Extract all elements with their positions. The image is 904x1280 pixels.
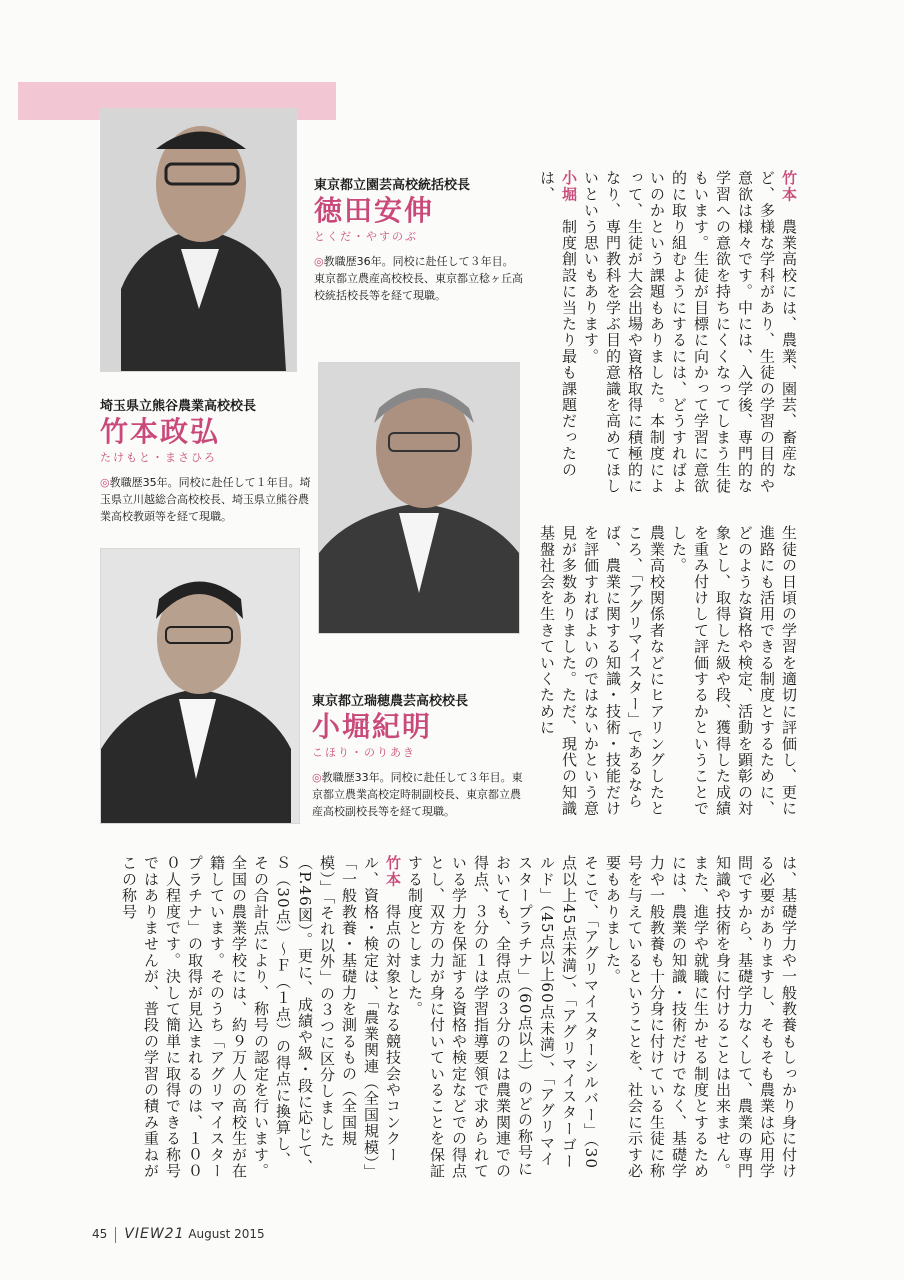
portrait-photo-kobori [100,548,300,824]
school-name: 東京都立瑞穂農芸高校校長 [312,694,469,709]
career-text: 教職歴35年。同校に赴任して１年目。埼玉県立川越総合高校校長、埼玉県立熊谷農業高校教頭等を経て現職。 [100,476,311,523]
profile-kobori [312,693,527,820]
portrait-photo-takemoto [318,362,520,634]
bullet-icon: ◎ [100,476,110,489]
person-name: 竹本政弘 [100,415,221,448]
page-number: 45 [92,1227,108,1241]
paragraph: 得点の対象となる競技会やコンクール、資格・検定は、「農業関連（全国規模）」「一般教養・基礎力を測るもの（全国規模）」「それ以外」の３つに区分しました（P.46図）。更に、成績や級・段に応じて、Ｓ（30点）～Ｆ（１点）の得点に換算し、その合計点により、称号の認定を行います。 [252,855,402,1179]
school-name: 埼玉県立熊谷農業高校校長 [100,399,257,414]
paragraph: 全国の農業学校には、約９万人の高校生が在籍しています。そのうち「アグリマイスタープラチナ」の取得が見込まれるのは、１０００人程度です。決して簡単に取得できる称号ではありませんが、普段の学習の積み重ねがこの称号 [120,855,248,1179]
speaker-label: 竹本 [384,855,402,888]
magazine-brand: VIEW21 [124,1226,185,1242]
profile-takemoto [100,398,315,525]
bullet-icon: ◎ [314,255,324,268]
school-name: 東京都立園芸高校統括校長 [314,178,471,193]
paragraph: 制度創設に当たり最も課題だったのは、 [538,170,578,478]
paragraph: 農業高校には、農業、園芸、畜産など、多様な学科があり、生徒の学習の目的や意欲は様々です。中には、入学後、専門的な学習への意欲を持ちにくくなってしまう生徒もいます。生徒が目標に向かって学習に意欲的に取り組むようにするには、どうすればよいのかという課題もありました。本制度によって、生徒が大会出場や資格取得に積極的になり、専門教科を学ぶ目的意識を高めてほしいという思いもあります。 [582,170,798,494]
paragraph: そこで、「アグリマイスターシルバー」（30点以上45点未満）、「アグリマイスターゴールド」（45点以上60点未満）、「アグリマイスタープラチナ」（60点以上）のどの称号においても、全得点の３分の２は農業関連での得点、３分の１は学習指導要領で求められている学力を保証する資格や検定などでの得点とし、双方の力が身に付いていることを保証する制度としました。 [406,855,600,1179]
name-reading: たけもと・まさひろ [100,451,217,464]
speaker-label: 小堀 [560,170,578,203]
issue-date: August 2015 [188,1227,265,1241]
article-upper-middle [538,525,800,825]
speaker-label: 竹本 [780,170,798,203]
career-text: 教職歴33年。同校に赴任して３年目。東京都立農業高校定時制副校長、東京都立農産高校副校長等を経て現職。 [312,771,523,818]
career-note [314,253,524,304]
career-note [100,474,315,525]
person-image [101,549,299,823]
article-lower [110,855,800,1180]
paragraph: 農業高校関係者などにヒアリングしたところ、「アグリマイスター」であるならば、農業に関する知識・技術・技能だけを評価すればよいのではないかという意見が多数ありました。ただ、現代の知識基盤社会を生きていくために [538,525,666,817]
footer-divider [115,1227,116,1243]
paragraph: は、基礎学力や一般教養もしっかり身に付ける必要がありますし、そもそも農業は応用学問ですから、基礎学力なくして、農業の専門知識や技術を身に付けることは出来ません。また、進学や就職に生かせる制度とするためには、農業の知識・技術だけでなく、基礎学力や一般教養も十分身に付けている生徒に称号を与えているということを、社会に示す必要もありました。 [604,855,798,1179]
portrait-photo-tokuda [100,108,297,372]
career-note [312,769,527,820]
paragraph: 生徒の日頃の学習を適切に評価し、更に進路にも活用できる制度とするために、どのような資格や検定、活動を顕彰の対象とし、取得した級や段、獲得した成績を重み付けして評価するかということでした。 [670,525,798,817]
page-footer [92,1226,265,1243]
name-reading: こほり・のりあき [312,746,416,759]
career-text: 教職歴36年。同校に赴任して３年目。東京都立農産高校校長、東京都立稔ヶ丘高校統括校長等を経て現職。 [314,255,523,302]
bullet-icon: ◎ [312,771,322,784]
person-image [319,363,519,633]
person-name: 小堀紀明 [312,710,433,743]
profile-tokuda [314,177,524,304]
person-name: 徳田安伸 [314,194,435,227]
person-image [101,109,296,371]
article-upper-right [538,170,800,500]
name-reading: とくだ・やすのぶ [314,230,418,243]
